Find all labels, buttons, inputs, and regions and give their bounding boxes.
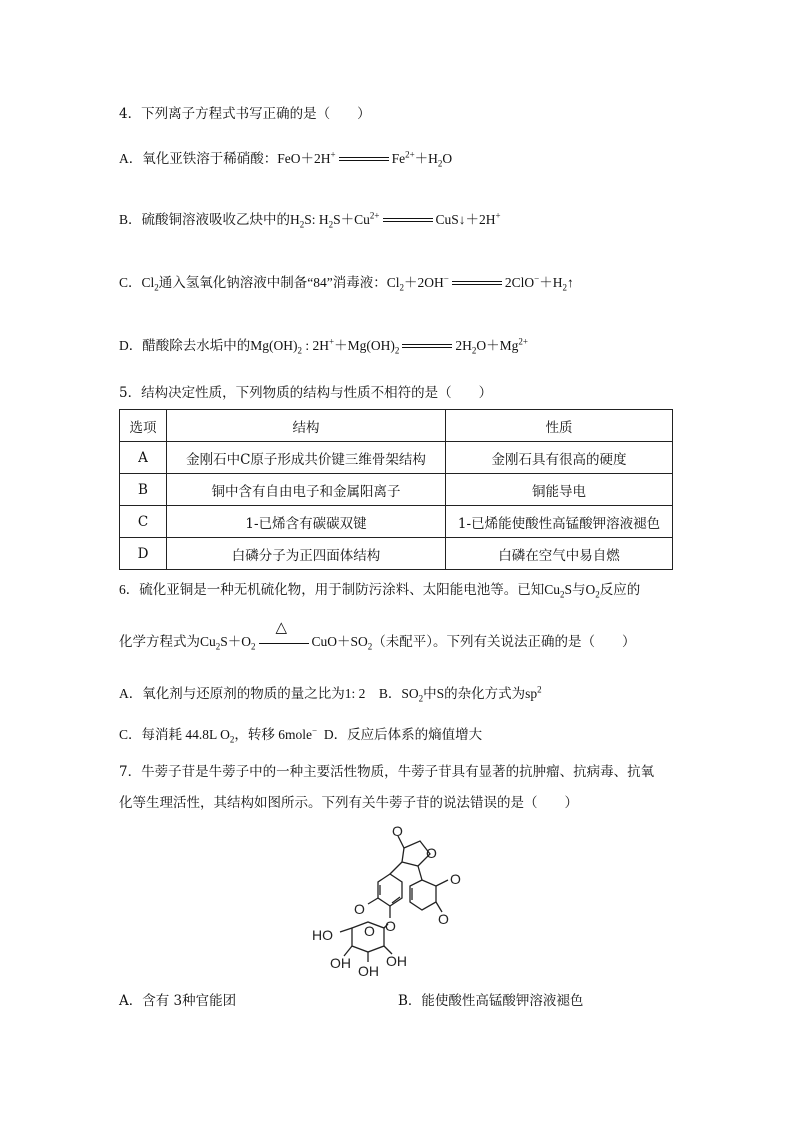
q6-stem-line2: 化学方程式为$Cu_2S+O_2$ △ $CuO+SO_2$（未配平）。下列有关说法正确的是（ ） [119,617,636,652]
table-cell: A [120,442,167,474]
lactone-ring-o: O [426,845,437,861]
heating-arrow-icon: △ [259,634,309,652]
table-cell: 金刚石具有很高的硬度 [446,442,673,474]
table-header-cell: 结构 [167,410,446,442]
arctiin-structure-figure [310,824,488,980]
table-cell: 1-已烯能使酸性高锰酸钾溶液褪色 [446,506,673,538]
q4-option-a: A．氧化亚铁溶于稀硝酸：FeO＋2H+ $Fe^{2+}+H_2O$ [119,149,453,169]
table-header-row [120,410,673,442]
equal-arrow-icon [452,281,502,287]
q6-options-cd: C．每消耗 44.8L $O_2$，转移 6mole− D．反应后体系的熵值增大 [119,725,483,745]
table-cell: 1-已烯含有碳碳双键 [167,506,446,538]
table-cell: 铜中含有自由电子和金属阳离子 [167,474,446,506]
q4-option-d: D．醋酸除去水垢中的$Mg(OH)_2$ : $2H^++Mg(OH)_2$ $2H_2O+Mg^{2+}$ [119,336,528,356]
q4-option-b: B．硫酸铜溶液吸收乙炔中的$H_2S$: $H_2S+Cu^{2+}$ CuS↓＋2H+ [119,210,501,230]
hydroxyl-oh-3: OH [386,953,407,969]
pyranose-ring-o: O [364,923,375,939]
table-row [120,474,673,506]
hydroxyl-ho: HO [312,927,333,943]
hydroxyl-oh-2: OH [358,963,379,979]
table-cell: B [120,474,167,506]
table-cell: 白磷分子为正四面体结构 [167,538,446,570]
table-row [120,506,673,538]
q7-option-a: A．含有 3种官能团 [119,993,237,1009]
equal-arrow-icon [383,218,433,224]
table-header-cell: 选项 [120,410,167,442]
q5-stem: 5．结构决定性质，下列物质的结构与性质不相符的是（ ） [119,385,493,401]
table-cell: 金刚石中C原子形成共价键三维骨架结构 [167,442,446,474]
methoxy-o-left: O [354,901,365,917]
q4-option-c: C．$Cl_2$通入氢氧化钠溶液中制备“84”消毒液：$Cl_2+2OH^-$ $2ClO^-+H_2↑$ [119,273,574,293]
table-header-cell: 性质 [446,410,673,442]
equal-arrow-icon [402,344,452,350]
methoxy-o-right-top: O [450,871,461,887]
q7-option-b: B．能使酸性高锰酸钾溶液褪色 [398,993,584,1009]
hydroxyl-oh-1: OH [330,955,351,971]
table-row [120,538,673,570]
q5-table [119,409,673,570]
table-cell: 铜能导电 [446,474,673,506]
table-cell: D [120,538,167,570]
equal-arrow-icon [339,157,389,163]
q4-stem: 4．下列离子方程式书写正确的是（ ） [119,106,371,122]
q6-options-ab: A．氧化剂与还原剂的物质的量之比为1: 2 B．$SO_2$中S的杂化方式为$sp^2$ [119,684,542,704]
table-cell: 白磷在空气中易自燃 [446,538,673,570]
q7-stem-line2: 化等生理活性，其结构如图所示。下列有关牛蒡子苷的说法错误的是（ ） [119,795,578,811]
q6-stem-line1: 6．硫化亚铜是一种无机硫化物，用于制防污涂料、太阳能电池等。已知$Cu_2S$与$O_2$反应的 [119,582,641,600]
table-cell: C [120,506,167,538]
table-row [120,442,673,474]
methoxy-o-right-bottom: O [438,911,449,927]
q7-stem-line1: 7．牛蒡子苷是牛蒡子中的一种主要活性物质，牛蒡子苷具有显著的抗肿瘤、抗病毒、抗氧 [119,764,655,780]
lactone-carbonyl-o: O [392,824,403,839]
glycoside-o: O [385,918,396,934]
